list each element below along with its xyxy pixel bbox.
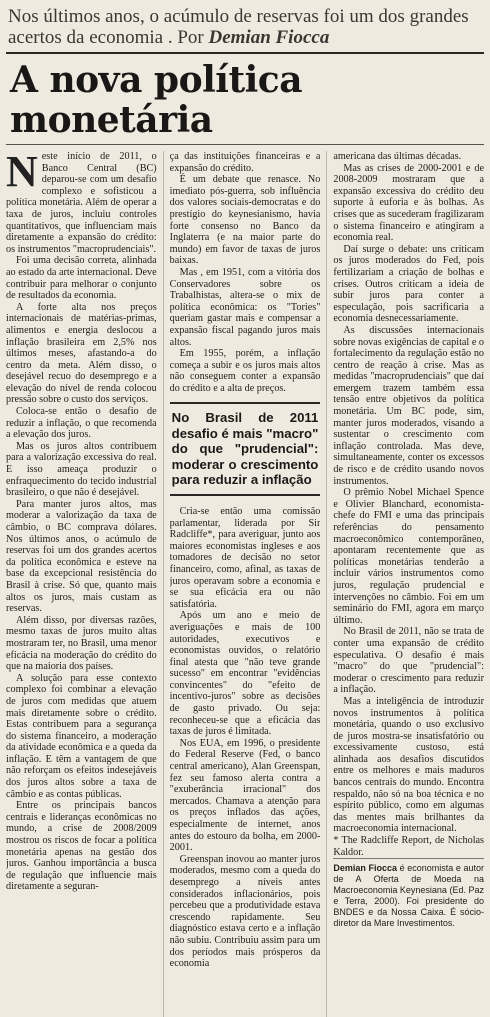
paragraph: americana das últimas décadas. (333, 151, 462, 162)
paragraph: Mas os juros altos contribuem para a valorização excessiva do real. E isso ameaça produzir o enfraquecimento do tecido industrial brasileiro, o que não é desejável. (6, 440, 157, 499)
paragraph: Coloca-se então o desafio de reduzir a inflação, o que recomenda a elevação dos juros. (6, 406, 157, 441)
column-divider (326, 151, 327, 1017)
paragraph: Em 1955, porém, a inflação começa a subir e os juros mais altos não conseguem conter a expansão do crédito e a alta de preços. (169, 348, 321, 394)
column-2 (170, 151, 321, 1017)
paragraph: Entre os principais bancos centrais e lideranças econômicas no mundo, a crise de 2008/2009 mostrou os riscos de focar a política monetária apenas na gestão dos juros. Ganhou importância a busca de regulação que influencie mais diretamente a seguran- (6, 800, 157, 893)
headline: A nova política monetária (10, 59, 303, 141)
column-1 (6, 151, 157, 1017)
paragraph: A forte alta nos preços internacionais de matérias-primas, alimentos e energia deslocou a inflação brasileira em 2,5% nos últimos meses, afastando-a do centro da meta. Além disso, o desejável recuo do desemprego e a elevação do nível de renda colocou pressão sobre o custo dos serviços. (6, 301, 157, 406)
pull-quote-text: No Brasil de 2011 desafio é mais "macro" do que "prudencial": moderar o crescimento para reduzir a inflação (171, 410, 319, 488)
paragraph: Neste início de 2011, o Banco Central (BC) deparou-se com um desafio complexo e sofisticou a política monetária. Além de operar a taxa de juros, incluiu controles quantitativos, que influenciam mais diretamente a expansão do crédito: os instrumentos "macroprudenciais". (6, 151, 157, 255)
column-divider (163, 151, 164, 1017)
paragraph: Para manter juros altos, mas moderar a valorização da taxa de câmbio, o BC comprava dólares. Nos últimos anos, o acúmulo de reservas foi um dos grandes acertos da política econômica e esteve na base da excepcional resistência do Brasil à crise. Só que, quanto mais altos os juros, mais custam as reservas. (6, 498, 157, 615)
dropcap: N (6, 151, 38, 196)
paragraph: Cria-se então uma comissão parlamentar, liderada por Sir Radcliffe*, para averiguar, junto aos maiores economistas ingleses e aos tomadores de decisão no setor financeiro, como, afinal, as taxas de juros operavam sobre a economia e se sua eficácia era ou não satisfatória. (169, 505, 321, 610)
author-bio-name: Demian Fiocca (333, 863, 397, 874)
kicker-text: Nos últimos anos, o acúmulo de reservas foi um dos grandes acertos da economia . Por (8, 6, 469, 48)
paragraph: As discussões internacionais sobre novas exigências de capital e o fortalecimento da regulação estão no centro de reação à crise. Mas as medidas "macroprudenciais" que daí emergem trazem também essa tensão entre objetivos da política monetária. Um BC pode, sim, manter juros moderados, visando a sustentar o crescimento com inflação controlada. Mas deve, simultaneamente, conter os excessos de risco e de crédito usando novos instrumentos. (333, 324, 485, 487)
paragraph: Mas as crises de 2000-2001 e de 2008-2009 mostraram que a expansão excessiva do crédito deu suporte à euforia e às bolhas. As crises que as sucederam fragilizaram o sistema financeiro e atingiram a economia real. (333, 162, 485, 244)
kicker (8, 6, 484, 48)
paragraph: A solução para esse contexto complexo foi combinar a elevação de juros com medidas que atuem mais diretamente sobre o crédito. Estas contribuem para a segurança do sistema financeiro, a moderação da atividade econômica e a queda da inflação. E têm a vantagem de que não reforçam os efeitos indesejáveis dos juros altos sobre a taxa de câmbio e as contas públicas. (6, 672, 157, 800)
paragraph: Mas a inteligência de introduzir novos instrumentos à política monetária, quando o uso exclusivo de juros mostra-se insatisfatório ou excessivamente custoso, está alinhada aos desafios discutidos entre os melhores e mais maduros bancos centrais do mundo. Encontra respaldo, não só na boa técnica e no espírito público, como em algumas das mentes mais brilhantes da macroeconomia internacional. (333, 695, 485, 835)
top-rule (6, 52, 484, 54)
paragraph: Além disso, por diversas razões, mesmo taxas de juros muito altas mostraram ter, no Brasil, uma menor eficácia na moderação do crédito do que na maioria dos países. (6, 614, 157, 673)
footnote: * The Radcliffe Report, de Nicholas Kaldor. (333, 835, 485, 858)
paragraph: É um debate que renasce. No imediato pós-guerra, sob influência dos valores sociais-democratas e do prestígio do keynesianismo, havia forte consenso no Banco da Inglaterra (e na maior parte do mundo) em favor de taxas de juros baixas. (169, 174, 321, 267)
paragraph: ça das instituições financeiras e a expansão do crédito. (169, 151, 321, 174)
headline-rule (6, 144, 484, 145)
author-bio (333, 858, 484, 929)
paragraph: Após um ano e meio de averiguações e mais de 100 autoridades, executivos e economistas ouvidos, o relatório final atesta que "não teve grande sucesso" em encontrar "evidências convincentes" do "efeito de incentivo-juros" sobre as decisões de gasto privado. Ou seja: reconheceu-se que a eficácia das taxas de juros é limitada. (169, 610, 321, 738)
kicker-author: Demian Fiocca (208, 27, 330, 48)
paragraph: Daí surge o debate: uns criticam os juros moderados do Fed, pois fertilizariam a criação de bolhas e crises. Outros criticam a ideia de subir juros para conter a especulação, pois sacrificaria a economia desnecessariamente. (333, 243, 485, 325)
paragraph: Greenspan inovou ao manter juros moderados, mesmo com a queda do desemprego a níveis antes considerados inflacionários, pois percebeu que a produtividade estava crescendo rapidamente. Seu diagnóstico estava certo e a inflação não subiu. Contribuiu assim para um dos períodos mais prósperos da economia (169, 853, 321, 970)
paragraph: Nos EUA, em 1996, o presidente do Federal Reserve (Fed, o banco central americano), Alan Greenspan, fez seu famoso alerta contra a "exuberância irracional" dos mercados. Chamava a atenção para os preços inflados das ações, especialmente de internet, anos antes do estouro da bolha, em 2000-2001. (169, 737, 321, 854)
paragraph: O prêmio Nobel Michael Spence e Olivier Blanchard, economista-chefe do FMI e uma das principais referências do pensamento macroeconômico contemporâneo, apontaram recentemente que as políticas monetárias tenderão a incluir vários instrumentos como juros, regulação prudencial e intervenções no câmbio. Foi em um seminário do FMI, agora em março último. (333, 487, 485, 626)
paragraph: No Brasil de 2011, não se trata de conter uma expansão de crédito especulativa. O desafio é mais "macro" do que "prudencial": moderar o crescimento para reduzir a inflação. (333, 626, 485, 696)
paragraph: Foi uma decisão correta, alinhada ao estado da arte internacional. Deve contribuir para melhorar o conjunto de resultados da economia. (6, 255, 157, 302)
column-3 (333, 151, 484, 1017)
article-columns (6, 151, 484, 1017)
paragraph: Mas , em 1951, com a vitória dos Conservadores sobre os Trabalhistas, altera-se o mix de política econômica: os "Tories" queriam gastar mais e compensar a expansão fiscal pagando juros mais altos. (169, 266, 321, 348)
pull-quote (170, 402, 321, 496)
author-bio-text: é economista e autor de A Oferta de Moeda na Macroeconomia Keynesiana (Ed. Paz e Terra, 2000). Foi presidente do BNDES e da Nossa Caixa. É sócio-diretor da Mare Investimentos. (333, 863, 485, 929)
